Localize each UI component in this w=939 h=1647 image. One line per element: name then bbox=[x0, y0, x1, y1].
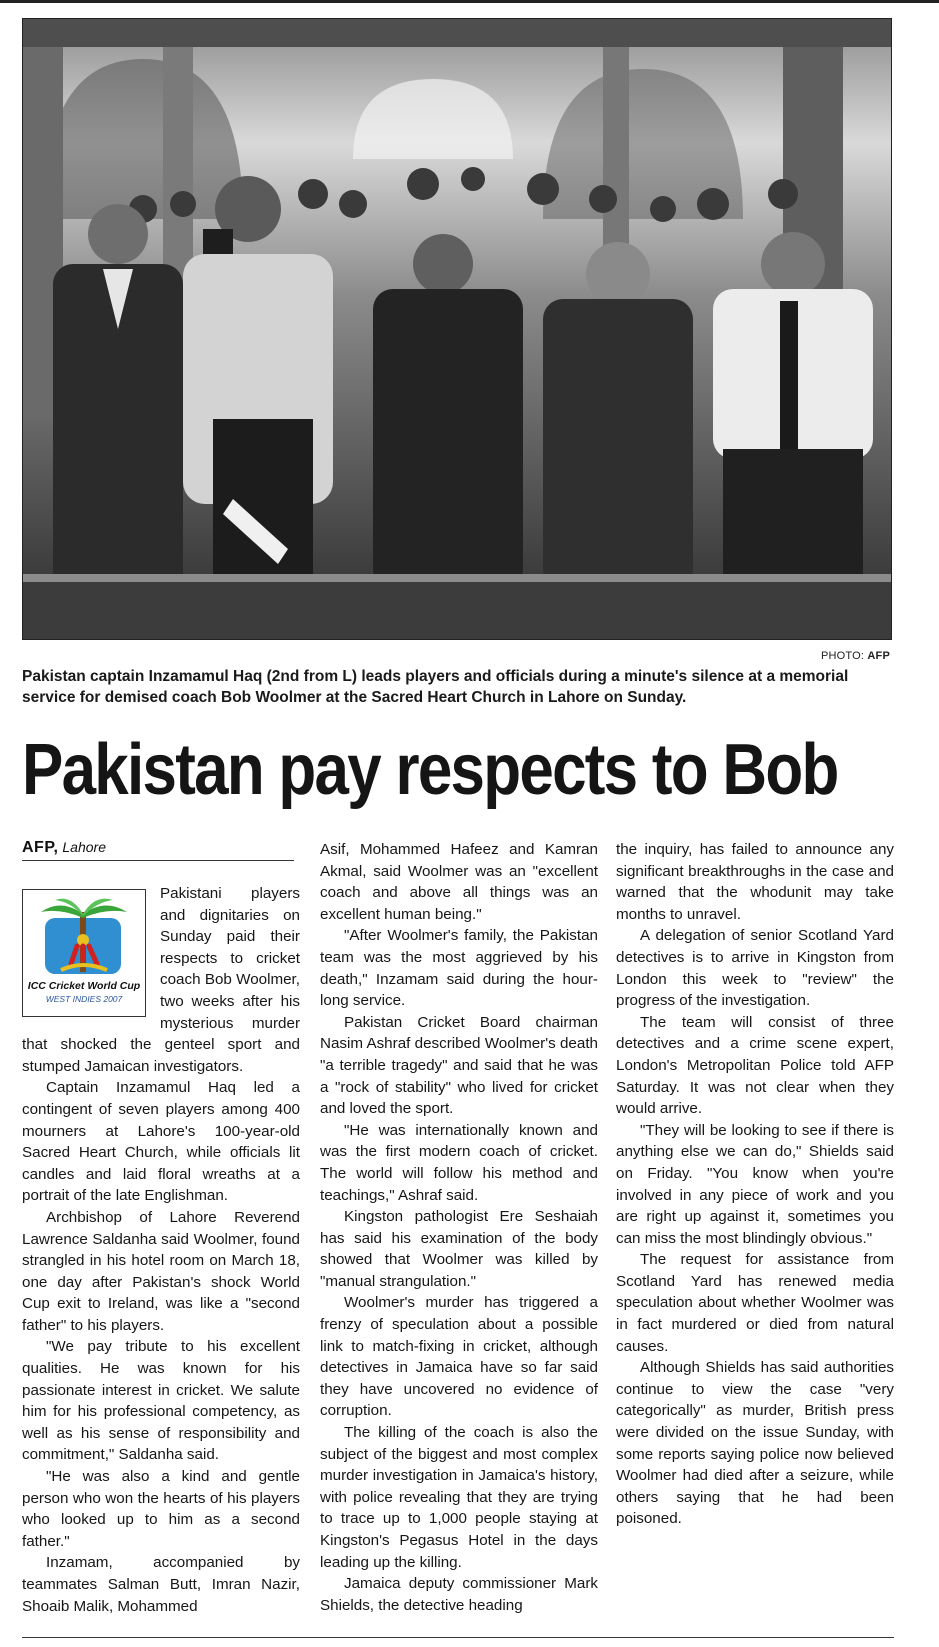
paragraph: Asif, Mohammed Hafeez and Kamran Akmal, said Woolmer was an "excellent coach and above all things was an excellent human being." bbox=[320, 841, 598, 923]
paragraph: Although Shields has said authorities continue to view the case "very categorically" as murder, British press were divided on the issue Sunday, with some reports saying police now believed Woolmer had died after a seizure, while others saying that he had been poisoned. bbox=[616, 1359, 894, 1528]
paragraph: Captain Inzamamul Haq led a contingent of seven players among 400 mourners at Lahore's 100-year-old Sacred Heart Church, while officials lit candles and laid floral wreaths at a portrait of the late Englishman. bbox=[22, 1079, 300, 1205]
paragraph: Archbishop of Lahore Reverend Lawrence Saldanha said Woolmer, found strangled in his hotel room on March 18, one day after Pakistan's shock World Cup exit to Ireland, was like a "second father" to his players. bbox=[22, 1208, 300, 1334]
news-photo bbox=[22, 18, 892, 640]
article-column-3 bbox=[616, 839, 894, 1530]
photo-caption: Pakistan captain Inzamamul Haq (2nd from L) leads players and officials during a minute's silence at a memorial service for demised coach Bob Woolmer at the Sacred Heart Church in Lahore on Sunday. bbox=[22, 668, 849, 706]
logo-subtitle: WEST INDIES 2007 bbox=[45, 994, 123, 1004]
paragraph: "After Woolmer's family, the Pakistan team was the most aggrieved by his death," Inzamam said during the hour-long service. bbox=[320, 927, 598, 1010]
world-cup-logo bbox=[22, 889, 146, 1017]
photo-credit bbox=[821, 650, 890, 662]
paragraph: The team will consist of three detectives and a crime scene expert, London's Metropolitan Police told AFP Saturday. It was not clear when they would arrive. bbox=[616, 1013, 894, 1118]
logo-title: ICC Cricket World Cup bbox=[27, 980, 141, 992]
paragraph: The killing of the coach is also the subject of the biggest and most complex murder investigation in Jamaica's history, with police revealing that they are trying to trace up to 1,000 people staying at Kingston's Pegasus Hotel in the days leading up the killing. bbox=[320, 1424, 598, 1571]
paragraph: The request for assistance from Scotland Yard has renewed media speculation about whether Woolmer was in fact murdered or died from natural causes. bbox=[616, 1251, 894, 1355]
article-column-2 bbox=[320, 839, 598, 1616]
photo-credit-label: PHOTO: bbox=[820, 650, 865, 662]
paragraph: Inzamam, accompanied by teammates Salman Butt, Imran Nazir, Shoaib Malik, Mohammed bbox=[22, 1554, 300, 1615]
paragraph: Pakistan Cricket Board chairman Nasim Ashraf described Woolmer's death "a terrible tragedy" and said that he was a "rock of stability" who lived for cricket and loved the sport. bbox=[320, 1013, 598, 1118]
paragraph: A delegation of senior Scotland Yard detectives is to arrive in Kingston from London this week to "review" the progress of the investigation. bbox=[616, 927, 894, 1010]
byline-place: Lahore bbox=[62, 839, 106, 855]
headline: Pakistan pay respects to Bob bbox=[22, 730, 838, 810]
paragraph: Pakistani players and dignitaries on Sunday paid their respects to cricket coach Bob Woolmer, two weeks after his mysterious murder that shocked the genteel sport and stumped Jamaican investigators. bbox=[22, 885, 300, 1075]
bottom-rule bbox=[22, 1637, 894, 1638]
top-rule bbox=[0, 0, 939, 3]
paragraph: Kingston pathologist Ere Seshaiah has said his examination of the body showed that Woolmer was killed by "manual strangulation." bbox=[320, 1208, 598, 1290]
article-column-1 bbox=[22, 883, 300, 1617]
paragraph: "We pay tribute to his excellent qualities. He was known for his passionate interest in cricket. We salute him for his professional competency, as well as his sense of responsibility and commitment," Saldanha said. bbox=[22, 1338, 300, 1464]
paragraph: "They will be looking to see if there is anything else we can do," Shields said on Friday. "You know when you're involved in any piece of work and you are right up against it, sometimes you can miss the most blindingly obvious." bbox=[616, 1121, 894, 1247]
photo-credit-source: AFP bbox=[867, 650, 890, 662]
paragraph: Woolmer's murder has triggered a frenzy of speculation about a possible link to match-fixing in cricket, although detectives in Jamaica have so far said they have uncovered no evidence of corruption. bbox=[320, 1294, 598, 1420]
paragraph: the inquiry, has failed to announce any significant breakthroughs in the case and warned that the whodunit may take months to unravel. bbox=[616, 841, 894, 923]
paragraph: Jamaica deputy commissioner Mark Shields, the detective heading bbox=[320, 1575, 598, 1614]
byline-source: AFP, bbox=[22, 839, 59, 856]
church-mourners-photo-icon bbox=[23, 19, 891, 639]
paragraph: "He was also a kind and gentle person who won the hearts of his players who looked up to him as a second father." bbox=[22, 1468, 300, 1550]
paragraph: "He was internationally known and was the first modern coach of cricket. The world will follow his method and teachings," Ashraf said. bbox=[320, 1121, 598, 1204]
byline bbox=[22, 839, 294, 861]
palm-tree-logo-icon bbox=[31, 894, 135, 980]
